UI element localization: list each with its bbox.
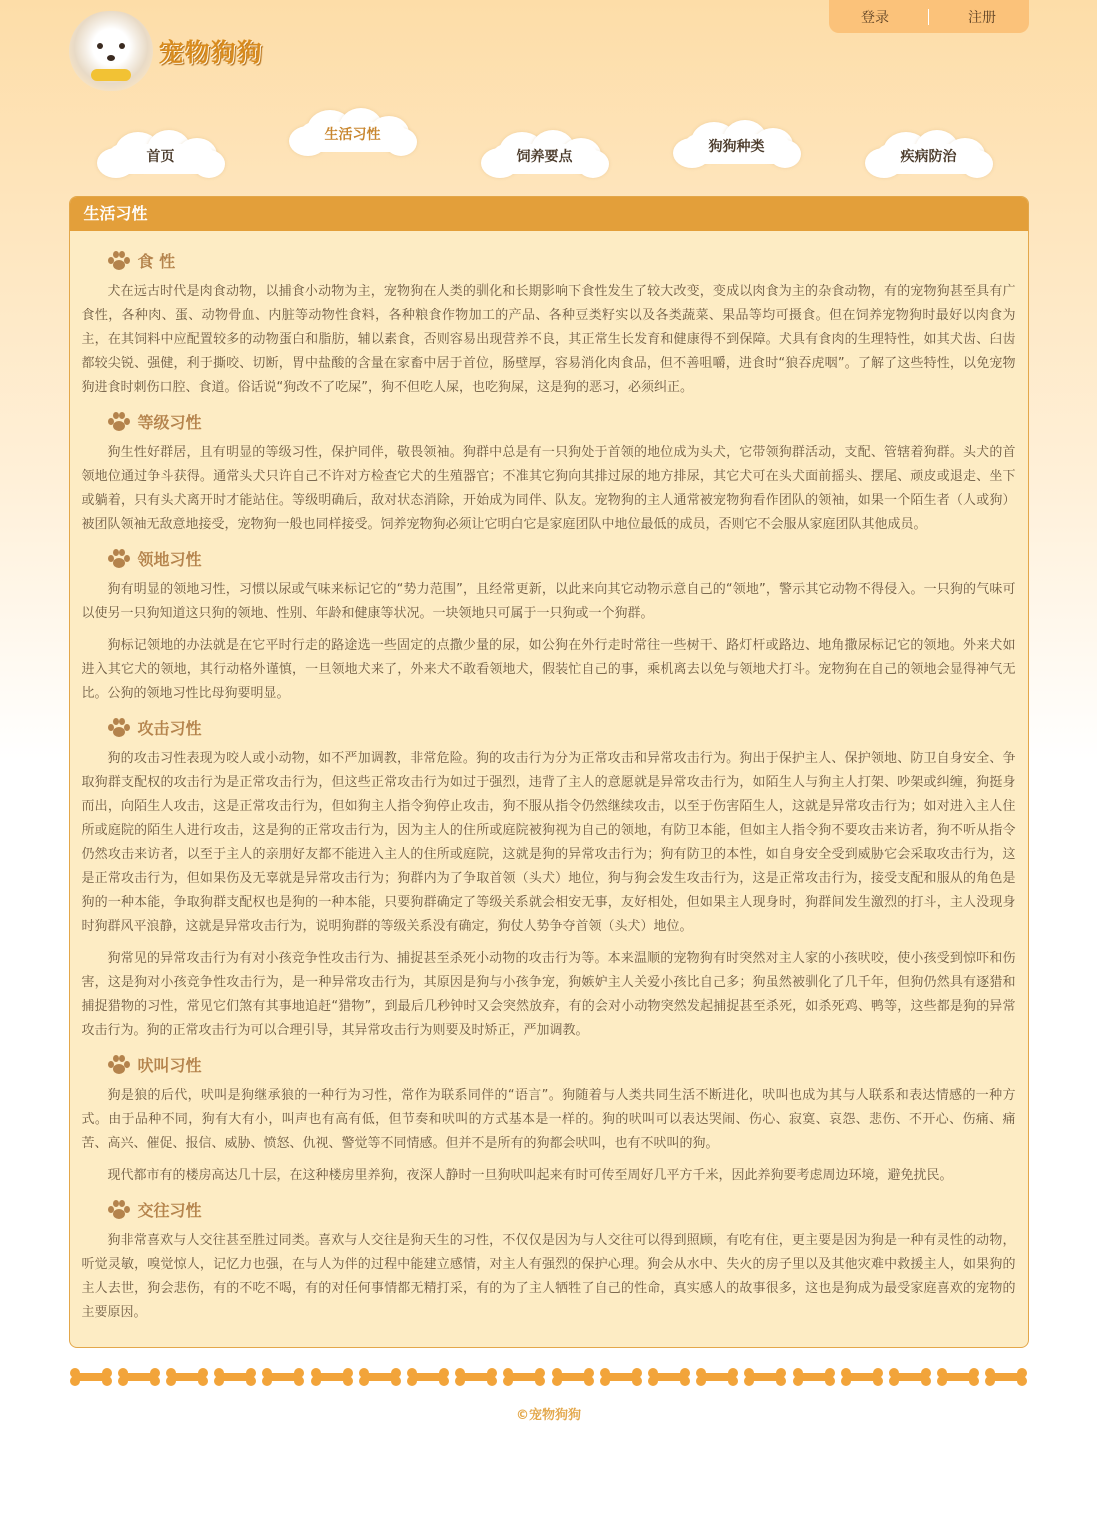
bone-icon [406,1366,450,1388]
section-heading [108,716,1016,739]
section-title: 等级习性 [137,413,202,432]
nav-breeds-label: 狗狗种类 [708,139,765,155]
dog-photo-icon [69,11,153,91]
bone-icon [984,1366,1028,1388]
bone-icon [743,1366,787,1388]
bone-icon [310,1366,354,1388]
section-paragraph: 狗是狼的后代，吠叫是狗继承狼的一种行为习性，常作为联系同伴的“语言”。狗随着与人类共同生活不断进化，吠叫也成为其与人联系和表达情感的一种方式。由于品种不同，狗有大有小，叫声也有高有低，但节奏和吠叫的方式基本是一样的。狗的吠叫可以表达哭闹、伤心、寂寞、哀怨、悲伤、不开心、伤痛、痛苦、高兴、催促、报信、威胁、愤怒、仇视、警觉等不同情感。但并不是所有的狗都会吠叫，也有不吠叫的狗。 [81,1088,1016,1151]
bone-icon [647,1366,691,1388]
nav-home-label: 首页 [146,149,175,165]
site-brand: 宠物狗狗 [158,38,263,67]
page [69,0,1029,1423]
bone-icon [888,1366,932,1388]
bone-icon [840,1366,884,1388]
nav-habits-label: 生活习性 [324,127,381,143]
bone-divider [69,1366,1029,1390]
bone-icon [213,1366,257,1388]
section-paragraph: 狗标记领地的办法就是在它平时行走的路途选一些固定的点撒少量的尿，如公狗在外行走时常往一些树干、路灯杆或路边、地角撒尿标记它的领地。外来犬如进入其它犬的领地，其行动格外谨慎，一旦领地犬来了，外来犬不敢看领地犬，假装忙自己的事，乘机离去以免与领地犬打斗。宠物狗在自己的领地会显得神气无比。公狗的领地习性比母狗要明显。 [81,638,1016,701]
section-title: 吠叫习性 [137,1056,202,1075]
copyright: ©宠物狗狗 [515,1408,581,1423]
section-paragraph: 现代都市有的楼房高达几十层，在这种楼房里养狗，夜深人静时一旦狗吠叫起来有时可传至周好几平方千米，因此养狗要考虑周边环境，避免扰民。 [107,1168,953,1183]
bone-icon [117,1366,161,1388]
auth-divider [928,9,929,25]
section-paragraph: 狗非常喜欢与人交往甚至胜过同类。喜欢与人交往是狗天生的习性，不仅仅是因为与人交往可以得到照顾，有吃有住，更主要是因为狗是一种有灵性的动物，听觉灵敏，嗅觉惊人，记忆力也强，在与人为伴的过程中能建立感情，对主人有强烈的保护心理。狗会从水中、失火的房子里以及其他灾难中救援主人，如果狗的主人去世，狗会悲伤，有的不吃不喝，有的对任何事情都无精打采，有的为了主人牺牲了自己的性命，真实感人的故事很多，这也是狗成为最受家庭喜欢的宠物的主要原因。 [81,1233,1016,1320]
nav-diseases-label: 疾病防治 [900,149,957,165]
bone-icon [936,1366,980,1388]
section-paragraph: 犬在远古时代是肉食动物，以捕食小动物为主，宠物狗在人类的驯化和长期影响下食性发生了较大改变，变成以肉食为主的杂食动物，有的宠物狗甚至具有广食性，各种肉、蛋、动物骨血、内脏等动物性食料，各种粮食作物加工的产品、各种豆类籽实以及各类蔬菜、果品等均可摄食。但在饲养宠物狗时最好以肉食为主，在其饲料中应配置较多的动物蛋白和脂肪，辅以素食，否则容易出现营养不良，其正常生长发育和健康得不到保障。犬具有食肉的生理特性，如其犬齿、臼齿都较尖锐、强健，利于撕咬、切断，胃中盐酸的含量在家畜中居于首位，肠壁厚，容易消化肉食品，但不善咀嚼，进食时“狼吞虎咽”。了解了这些特性，以免宠物狗进食时刺伤口腔、食道。俗话说“狗改不了吃屎”，狗不但吃人屎，也吃狗屎，这是狗的恶习，必须纠正。 [81,284,1016,395]
section-heading [108,547,1016,570]
section-heading [108,1198,1016,1221]
logo[interactable] [69,10,329,92]
bone-icon [165,1366,209,1388]
bone-icon [599,1366,643,1388]
bone-icon [695,1366,739,1388]
paw-icon [108,412,130,432]
bone-icon [261,1366,305,1388]
content-body [70,231,1028,1347]
bone-icon [69,1366,113,1388]
nav-breeds-cloud[interactable] [673,120,801,170]
paw-icon [108,718,130,738]
section-paragraph: 狗常见的异常攻击行为有对小孩竞争性攻击行为、捕捉甚至杀死小动物的攻击行为等。本来温顺的宠物狗有时突然对主人家的小孩吠咬，使小孩受到惊吓和伤害，这是狗对小孩竞争性攻击行为，是一种异常攻击行为，其原因是狗与小孩争宠，狗嫉妒主人关爱小孩比自己多；狗虽然被驯化了几千年，但狗仍然具有逐猎和捕捉猎物的习性，常见它们煞有其事地追赶“猎物”，到最后几秒钟时又会突然放弃，有的会对小动物突然发起捕捉甚至杀死，如杀死鸡、鸭等，这些都是狗的异常攻击行为。狗的正常攻击行为可以合理引导，其异常攻击行为则要及时矫正，严加调教。 [81,951,1016,1038]
nav-feeding-cloud[interactable] [481,130,609,180]
bone-icon [502,1366,546,1388]
section-title: 攻击习性 [137,719,202,738]
bone-icon [792,1366,836,1388]
register-link[interactable]: 注册 [968,9,996,26]
paw-icon [108,549,130,569]
section-title: 领地习性 [137,550,202,569]
nav-feeding-label: 饲养要点 [516,149,573,165]
content-box [69,196,1029,1348]
section-paragraph: 狗生性好群居，且有明显的等级习性，保护同伴，敬畏领袖。狗群中总是有一只狗处于首领的地位成为头犬，它带领狗群活动，支配、管辖着狗群。头犬的首领地位通过争斗获得。通常头犬只许自己不许对方检查它犬的生殖器官；不准其它狗向其排过尿的地方排尿，其它犬可在头犬面前摇头、摆尾、顽皮或退走、坐下或躺着，只有头犬离开时才能站住。等级明确后，敌对状态消除，开始成为同伴、队友。宠物狗的主人通常被宠物狗看作团队的领袖，如果一个陌生者（人或狗）被团队领袖无敌意地接受，宠物狗一般也同样接受。饲养宠物狗必须让它明白它是家庭团队中地位最低的成员，否则它不会服从家庭团队其他成员。 [81,445,1016,532]
bone-icon [551,1366,595,1388]
paw-icon [108,251,130,271]
section-heading [108,249,1016,272]
paw-icon [108,1055,130,1075]
paw-icon [108,1200,130,1220]
nav-home-cloud[interactable] [97,130,225,180]
main-nav [69,100,1029,196]
section-heading [108,1053,1016,1076]
section-heading [108,410,1016,433]
content-box-title: 生活习性 [70,197,1028,231]
bone-icon [358,1366,402,1388]
login-link[interactable]: 登录 [861,9,889,26]
nav-habits-cloud[interactable] [289,108,417,158]
bone-icon [454,1366,498,1388]
auth-bar [829,0,1029,33]
section-title: 交往习性 [137,1201,202,1220]
section-title: 食 性 [137,252,176,271]
header [69,0,1029,100]
section-paragraph: 狗的攻击习性表现为咬人或小动物，如不严加调教，非常危险。狗的攻击行为分为正常攻击和异常攻击行为。狗出于保护主人、保护领地、防卫自身安全、争取狗群支配权的攻击行为是正常攻击行为，但这些正常攻击行为如过于强烈，违背了主人的意愿就是异常攻击行为，如陌生人与狗主人打架、吵架或纠缠，狗挺身而出，向陌生人攻击，这是正常攻击行为，但如狗主人指令狗停止攻击，狗不服从指令仍然继续攻击，以至于伤害陌生人，这就是异常攻击行为；如对进入主人住所或庭院的陌生人进行攻击，这是狗的正常攻击行为，因为主人的住所或庭院被狗视为自己的领地，有防卫本能，但如主人指令狗不要攻击来访者，狗不听从指令仍然攻击来访者，以至于主人的亲朋好友都不能进入主人的住所或庭院，这就是狗的异常攻击行为；狗有防卫的本性，如自身安全受到威胁它会采取攻击行为，这是正常攻击行为，但如果伤及无辜就是异常攻击行为；狗群内为了争取首领（头犬）地位，狗与狗会发生攻击行为，这是正常攻击行为，接受支配和服从的角色是狗的一种本能，争取狗群支配权也是狗的一种本能，只要狗群确定了等级关系就会相安无事，友好相处，但如果主人现身时，狗群间发生激烈的打斗，主人没现身时狗群风平浪静，这就是异常攻击行为，说明狗群的等级关系没有确定，狗仗人势争夺首领（头犬）地位。 [81,751,1016,934]
nav-diseases-cloud[interactable] [865,130,993,180]
section-paragraph: 狗有明显的领地习性，习惯以尿或气味来标记它的“势力范围”，且经常更新，以此来向其它动物示意自己的“领地”，警示其它动物不得侵入。一只狗的气味可以使另一只狗知道这只狗的领地、性别、年龄和健康等状况。一块领地只可属于一只狗或一个狗群。 [81,582,1016,621]
